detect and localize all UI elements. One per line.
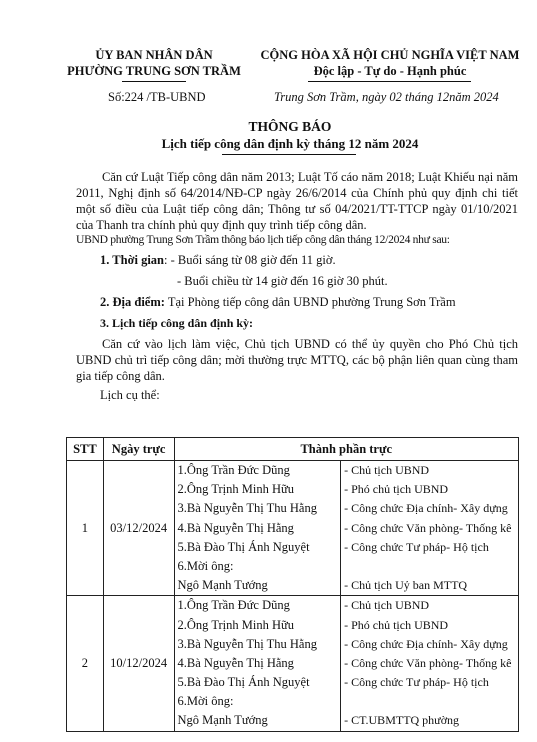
intro-last-line: UBND phường Trung Sơn Trầm thông báo lịch tiếp công dân tháng 12/2024 như sau:	[76, 233, 450, 246]
agency-line1: ỦY BAN NHÂN DÂN	[95, 48, 213, 62]
row-date: 03/12/2024	[103, 461, 174, 596]
member-name: Ngô Mạnh Tướng	[177, 713, 268, 728]
intro-text: Căn cứ Luật Tiếp công dân năm 2013; Luật Tố cáo năm 2018; Luật Khiếu nại năm 2011, Nghị định số 64/2014/NĐ-CP ngày 26/6/2014 của Chính phủ quy định chi tiết một số điều của Luật tiếp công dân; Thông tư số 04/2021/TT-TTCP ngày 01/10/2021 của Thanh tra chính phủ quy định quy trình tiếp công dân.	[76, 170, 518, 232]
agency-underline	[122, 81, 186, 82]
member-name: 6.Mời ông:	[177, 558, 234, 573]
member-role	[341, 557, 518, 576]
schedule-detail: Lịch cụ thể:	[100, 388, 160, 402]
member-name: 3.Bà Nguyễn Thị Thu Hằng	[177, 636, 317, 651]
nation-line1: CỘNG HÒA XÃ HỘI CHỦ NGHĨA VIỆT NAM	[260, 48, 520, 62]
agency-block	[62, 47, 246, 79]
nation-block	[255, 47, 525, 79]
member-role: - Phó chủ tịch UBND	[344, 617, 449, 632]
member-role: - Công chức Địa chính- Xây dựng	[344, 501, 508, 516]
table-row	[67, 461, 519, 596]
duty-schedule-table	[66, 437, 519, 732]
member-role	[341, 692, 518, 711]
member-name: 4.Bà Nguyễn Thị Hằng	[177, 520, 294, 535]
row-roles	[341, 596, 519, 731]
table-header-row	[67, 438, 519, 461]
member-role: - Công chức Văn phòng- Thống kê	[344, 655, 512, 670]
subtitle-underline	[222, 154, 356, 155]
header-members: Thành phần trực	[174, 438, 518, 461]
time-line	[100, 253, 336, 268]
member-role: - Chủ tịch Uỷ ban MTTQ	[344, 578, 468, 593]
time-afternoon: - Buổi chiều từ 14 giờ đến 16 giờ 30 phút.	[177, 274, 388, 288]
schedule-text: Căn cứ vào lịch làm việc, Chủ tịch UBND có thể ủy quyền cho Phó Chủ tịch UBND chủ trì tiếp công dân; mời thường trực MTTQ, các bộ phận liên quan cùng tham gia tiếp công dân.	[76, 337, 518, 383]
member-role: - Công chức Tư pháp- Hộ tịch	[344, 675, 489, 690]
row-stt: 1	[67, 461, 104, 596]
place-line	[100, 295, 456, 310]
row-members	[174, 461, 341, 596]
time-morning: : - Buổi sáng từ 08 giờ đến 11 giờ.	[164, 253, 336, 267]
member-name: 1.Ông Trần Đức Dũng	[177, 463, 290, 477]
member-role: - Chủ tịch UBND	[344, 463, 430, 477]
header-date: Ngày trực	[103, 438, 174, 461]
doc-number: Số:224 /TB-UBND	[108, 90, 206, 104]
member-name: 2.Ông Trịnh Minh Hữu	[177, 482, 295, 497]
place-date: Trung Sơn Trầm, ngày 02 tháng 12năm 2024	[274, 90, 499, 104]
place-label: 2. Địa điểm:	[100, 295, 165, 309]
schedule-label: 3. Lịch tiếp công dân định kỳ:	[100, 316, 254, 330]
schedule-paragraph	[76, 336, 518, 384]
row-date: 10/12/2024	[103, 596, 174, 731]
row-roles	[341, 461, 519, 596]
member-name: 6.Mời ông:	[177, 694, 234, 709]
motto-underline	[308, 81, 471, 82]
nation-motto: Độc lập - Tự do - Hạnh phúc	[313, 64, 467, 78]
member-name: 1.Ông Trần Đức Dũng	[177, 598, 290, 613]
agency-line2: PHƯỜNG TRUNG SƠN TRẦM	[67, 64, 241, 78]
row-members	[174, 596, 341, 731]
member-name: 5.Bà Đào Thị Ánh Nguyệt	[177, 675, 310, 690]
table-row	[67, 596, 519, 731]
time-label: 1. Thời gian	[100, 253, 165, 267]
member-name: 3.Bà Nguyễn Thị Thu Hằng	[177, 501, 317, 516]
member-name: Ngô Mạnh Tướng	[177, 578, 268, 593]
intro-paragraph	[76, 169, 518, 233]
member-role: - Công chức Văn phòng- Thống kê	[344, 520, 512, 535]
place-value: Tại Phòng tiếp công dân UBND phường Trung Sơn Trầm	[164, 295, 456, 309]
member-role: - Công chức Tư pháp- Hộ tịch	[344, 539, 489, 554]
member-name: 5.Bà Đào Thị Ánh Nguyệt	[177, 539, 310, 554]
doc-title: THÔNG BÁO	[248, 119, 332, 134]
doc-subtitle: Lịch tiếp công dân định kỳ tháng 12 năm 2024	[161, 136, 419, 151]
member-role: - Chủ tịch UBND	[344, 598, 430, 613]
member-name: 2.Ông Trịnh Minh Hữu	[177, 617, 295, 632]
member-role: - CT.UBMTTQ phường	[344, 713, 460, 728]
header-stt: STT	[67, 438, 104, 461]
member-name: 4.Bà Nguyễn Thị Hằng	[177, 655, 294, 670]
member-role: - Công chức Địa chính- Xây dựng	[344, 636, 508, 651]
member-role: - Phó chủ tịch UBND	[344, 482, 449, 497]
row-stt: 2	[67, 596, 104, 731]
